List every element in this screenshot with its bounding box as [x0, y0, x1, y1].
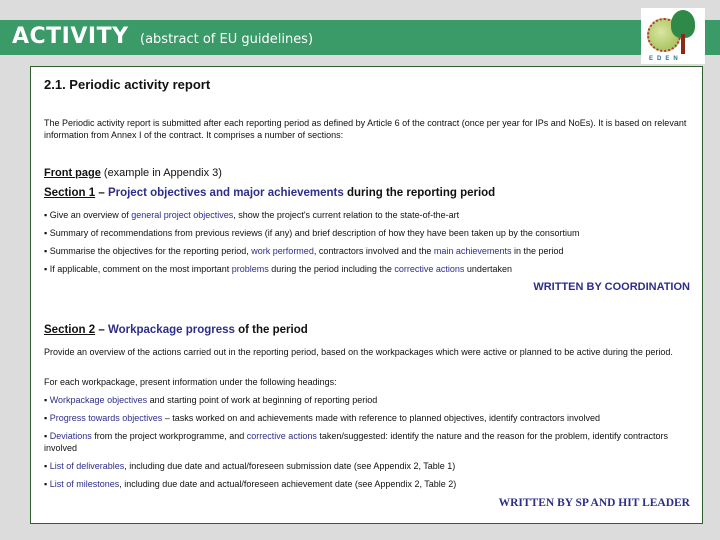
text-segment: during the reporting period — [343, 187, 496, 199]
text-line — [44, 245, 690, 257]
text-line — [44, 227, 690, 239]
text-segment: , including due date and actual/foreseen achievement date (see Appendix 2, Table 2) — [119, 479, 457, 489]
text-segment: – — [95, 187, 108, 199]
highlight-text: Project objectives and major achievements — [107, 187, 344, 199]
text-segment: during the period including the — [268, 264, 395, 274]
text-segment: (example in Appendix 3) — [100, 167, 222, 179]
text-line — [44, 263, 690, 275]
text-segment: For each workpackage, present information under the following headings: — [44, 377, 337, 387]
text-segment: ▪ Give an overview of — [44, 210, 132, 220]
highlight-text: Workpackage objectives — [49, 395, 148, 405]
text-line — [44, 281, 690, 293]
highlight-text: problems — [231, 264, 269, 274]
text-line — [44, 209, 690, 221]
text-line — [44, 497, 690, 509]
text-segment: – — [95, 324, 108, 336]
text-line — [44, 412, 690, 424]
text-segment: Section 2 — [44, 324, 96, 336]
highlight-text: work performed — [251, 246, 314, 256]
text-segment: ▪ Summarise the objectives for the reporting period, — [44, 246, 252, 256]
text-line — [44, 460, 690, 472]
highlight-text: Progress towards objectives — [49, 413, 163, 423]
text-segment: ▪ Summary of recommendations from previous reviews (if any) and brief description of how they have been taken up by the consortium — [44, 228, 580, 238]
text-segment: Front page — [44, 167, 101, 179]
text-segment: ▪ — [44, 395, 50, 405]
highlight-text: corrective actions — [394, 264, 465, 274]
tree-trunk — [681, 34, 685, 54]
highlight-text: corrective actions — [246, 431, 317, 441]
eden-logo — [641, 8, 705, 64]
text-line — [44, 167, 690, 179]
text-segment: The Periodic activity report is submitted after each reporting period as defined by Article 6 of the contract (once per year for IPs and NoEs). It is based on relevant information from Annex I of the contract. It comprises a number of sections: — [44, 118, 687, 140]
content-box — [30, 66, 703, 524]
text-segment: ▪ — [44, 431, 50, 441]
page-title: ACTIVITY — [12, 24, 129, 49]
text-segment: in the period — [511, 246, 564, 256]
page-subtitle: (abstract of EU guidelines) — [140, 32, 314, 47]
text-line — [44, 346, 690, 358]
text-segment: ▪ — [44, 479, 50, 489]
text-segment: undertaken — [464, 264, 512, 274]
highlight-text: Workpackage progress — [107, 324, 235, 336]
text-segment: , including due date and actual/foreseen submission date (see Appendix 2, Table 1) — [124, 461, 456, 471]
highlight-text: Deviations — [49, 431, 92, 441]
text-segment: taken/suggested: identify the nature and the reason for the problem, identify contractors involved — [44, 431, 669, 453]
text-segment: from the project workprogramme, and — [91, 431, 247, 441]
text-segment: ▪ — [44, 413, 50, 423]
text-line — [44, 117, 690, 141]
text-segment: WRITTEN BY COORDINATION — [533, 281, 690, 293]
highlight-text: main achievements — [433, 246, 512, 256]
text-segment: Section 1 — [44, 187, 96, 199]
text-line — [44, 187, 690, 199]
text-line — [44, 430, 690, 454]
highlight-text: List of milestones — [49, 479, 120, 489]
text-segment: , show the project's current relation to the state-of-the-art — [233, 210, 460, 220]
highlight-text: List of deliverables — [49, 461, 125, 471]
text-segment: – tasks worked on and achievements made with reference to planned objectives, identify contractors involved — [162, 413, 601, 423]
highlight-text: general project objectives — [131, 210, 234, 220]
logo-text: EDEN — [649, 56, 682, 62]
text-segment: ▪ — [44, 461, 50, 471]
text-segment: ▪ If applicable, comment on the most important — [44, 264, 232, 274]
text-line — [44, 478, 690, 490]
text-line — [44, 394, 690, 406]
text-segment: , contractors involved and the — [313, 246, 434, 256]
title-bar — [0, 20, 720, 55]
section-title: 2.1. Periodic activity report — [44, 77, 211, 92]
text-segment: WRITTEN BY SP AND HIT LEADER — [498, 497, 690, 509]
text-line — [44, 324, 690, 336]
text-segment: and starting point of work at beginning of reporting period — [147, 395, 378, 405]
text-segment: Provide an overview of the actions carried out in the reporting period, based on the workpackages which were active or planned to be active during the period. — [44, 347, 673, 357]
text-line — [44, 376, 690, 388]
text-segment: of the period — [234, 324, 308, 336]
